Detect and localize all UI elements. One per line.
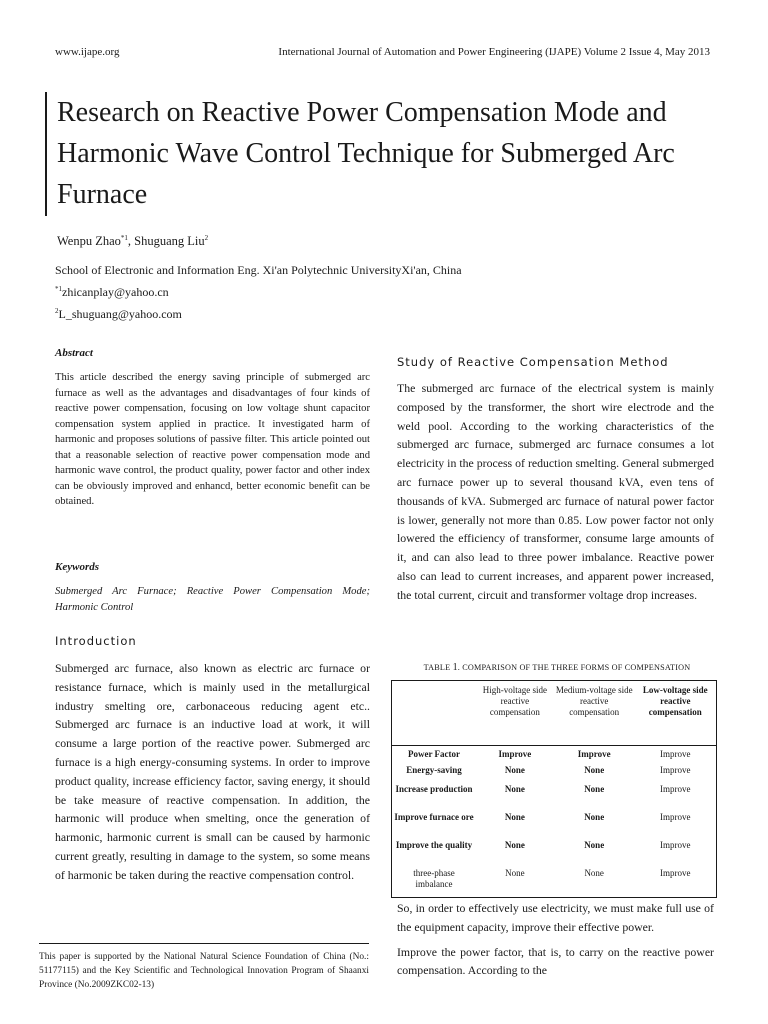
table-row-label: Energy-saving xyxy=(406,764,462,775)
table-cell: None xyxy=(505,867,525,878)
table-cell: None xyxy=(504,783,525,794)
email-1-line xyxy=(55,285,169,300)
author-line xyxy=(57,234,208,249)
after-table-paragraph-2: Improve the power factor, that is, to carry on the reactive power compensation. According to the xyxy=(397,944,714,978)
email-1: zhicanplay@yahoo.cn xyxy=(62,285,169,299)
table-cell: Improve xyxy=(660,839,691,850)
table-row xyxy=(392,840,716,868)
author-2-sup: 2 xyxy=(204,234,209,242)
email-2-sup: 2 xyxy=(55,307,59,315)
table-row xyxy=(392,765,716,784)
study-text: The submerged arc furnace of the electrical system is mainly composed by the transformer, the short wire electrode and the weld pool. According to the working characteristics of the submerged arc furnace, submerged arc furnace consumes a lot electricity in the process of reduction smelting. General submerged arc furnace power up to several thousand kVA, even tens of thousands of kVA. Submerged arc furnace of natural power factor is lower, generally not more than 0.85. Low power factor not only lowered the efficiency of transformer, consume large amounts of it, and can also lead to three power imbalance. Reactive power also can lead to current increases, and apparent power increased, the total current, circuit and transformer voltage drop increases. xyxy=(397,381,714,602)
header-website: www.ijape.org xyxy=(55,46,120,58)
paper-title: Research on Reactive Power Compensation Mode and Harmonic Wave Control Technique for Submerged Arc Furnace xyxy=(57,97,675,210)
table-cell: None xyxy=(584,783,605,794)
footnote: This paper is supported by the National Natural Science Foundation of China (No.: 51177115) and the Key Scientific and Technological Innovation Program of Shaanxi Province (No.2009ZKC02-13) xyxy=(39,952,369,990)
abstract-heading: Abstract xyxy=(55,347,93,359)
footnote-rule xyxy=(39,943,369,944)
table-row-label: Increase production xyxy=(395,783,473,794)
table-cell: None xyxy=(504,764,525,775)
table-caption-text: . COMPARISON OF THE THREE FORMS OF COMPENSATION xyxy=(457,663,691,672)
introduction-text: Submerged arc furnace, also known as electric arc furnace or resistance furnace, which is mainly used in the metallurgical industry smelting ore, carbonaceous reducing agent etc.. Submerged arc furnace is an inductive load at work, it will consume a large portion of the reactive power. Submerged arc furnace is a high energy-consuming systems. In order to improve product quality, increase efficiency factor, saving energy, it should be take measure of reactive compensation. In addition, the harmonic will produce when smelting, once the generation of harmonic, harmonic current is small can be caused by harmonic current greatly, resulting in damage to the system, so some means of harmonic be taken during the reactive compensation control. xyxy=(55,661,370,882)
table-row-label: Improve furnace ore xyxy=(394,811,474,822)
keywords-heading: Keywords xyxy=(55,561,99,573)
table-cell: Improve xyxy=(635,746,716,765)
table-cell: None xyxy=(584,839,605,850)
author-separator: , xyxy=(127,234,135,249)
after-table-block xyxy=(397,899,714,980)
email-2: L_shuguang@yahoo.com xyxy=(58,307,182,321)
table-cell: None xyxy=(584,867,604,878)
table-header-high-voltage: High-voltage side reactive compensation xyxy=(482,685,548,717)
keywords-text: Submerged Arc Furnace; Reactive Power Compensation Mode; Harmonic Control xyxy=(55,586,370,613)
table-row xyxy=(392,868,716,896)
table-row xyxy=(392,746,716,765)
author-2: Shuguang Liu xyxy=(134,234,205,249)
header-journal: International Journal of Automation and Power Engineering (IJAPE) Volume 2 Issue 4, May 2013 xyxy=(278,46,710,58)
author-1-sup: *1 xyxy=(120,234,128,242)
table-header-medium-voltage: Medium-voltage side reactive compensation xyxy=(555,685,633,717)
study-heading: Study of Reactive Compensation Method xyxy=(397,355,669,369)
table-row-label: three-phase imbalance xyxy=(413,867,455,889)
email-1-sup: *1 xyxy=(55,285,62,293)
abstract-text: This article described the energy saving principle of submerged arc furnace as well as the advantages and disadvantages of four kinds of reactive power compensation, focusing on low voltage shunt capacitor compensation system applied in practice. It investigated harm of harmonic and proposes solutions of passive filter. This article pointed out that a reasonable selection of reactive power compensation mode and harmonic wave control, the product quality, power factor and other index can be obviously improved and enhancd, better economic benefit can be obtained. xyxy=(55,372,370,507)
table-caption xyxy=(397,662,717,673)
table-cell: Improve xyxy=(476,746,554,765)
table-cell: Improve xyxy=(660,764,691,775)
table-cell: Improve xyxy=(554,746,635,765)
comparison-table xyxy=(391,680,717,898)
table-cell: None xyxy=(584,764,605,775)
table-header-low-voltage: Low-voltage side reactive compensation xyxy=(642,685,708,717)
email-2-line xyxy=(55,307,182,322)
table-cell: None xyxy=(504,811,525,822)
author-1: Wenpu Zhao xyxy=(57,234,121,249)
affiliation: School of Electronic and Information Eng. Xi'an Polytechnic UniversityXi'an, China xyxy=(55,263,462,277)
introduction-heading: Introduction xyxy=(55,634,137,648)
table-row-label: Power Factor xyxy=(392,746,476,765)
table-cell: None xyxy=(584,811,605,822)
table-cell: None xyxy=(504,839,525,850)
table-row xyxy=(392,812,716,840)
table-header-corner xyxy=(392,681,476,746)
table-row xyxy=(392,784,716,812)
title-rule xyxy=(45,92,47,216)
table-cell: Improve xyxy=(660,783,691,794)
after-table-paragraph-1: So, in order to effectively use electricity, we must make full use of the equipment capacity, improve their effective power. xyxy=(397,901,714,934)
table-row-label: Improve the quality xyxy=(395,839,473,850)
table-caption-number: 1 xyxy=(452,662,458,673)
table-cell: Improve xyxy=(660,867,691,878)
table-caption-prefix: TABLE xyxy=(423,663,453,672)
table-cell: Improve xyxy=(660,811,691,822)
